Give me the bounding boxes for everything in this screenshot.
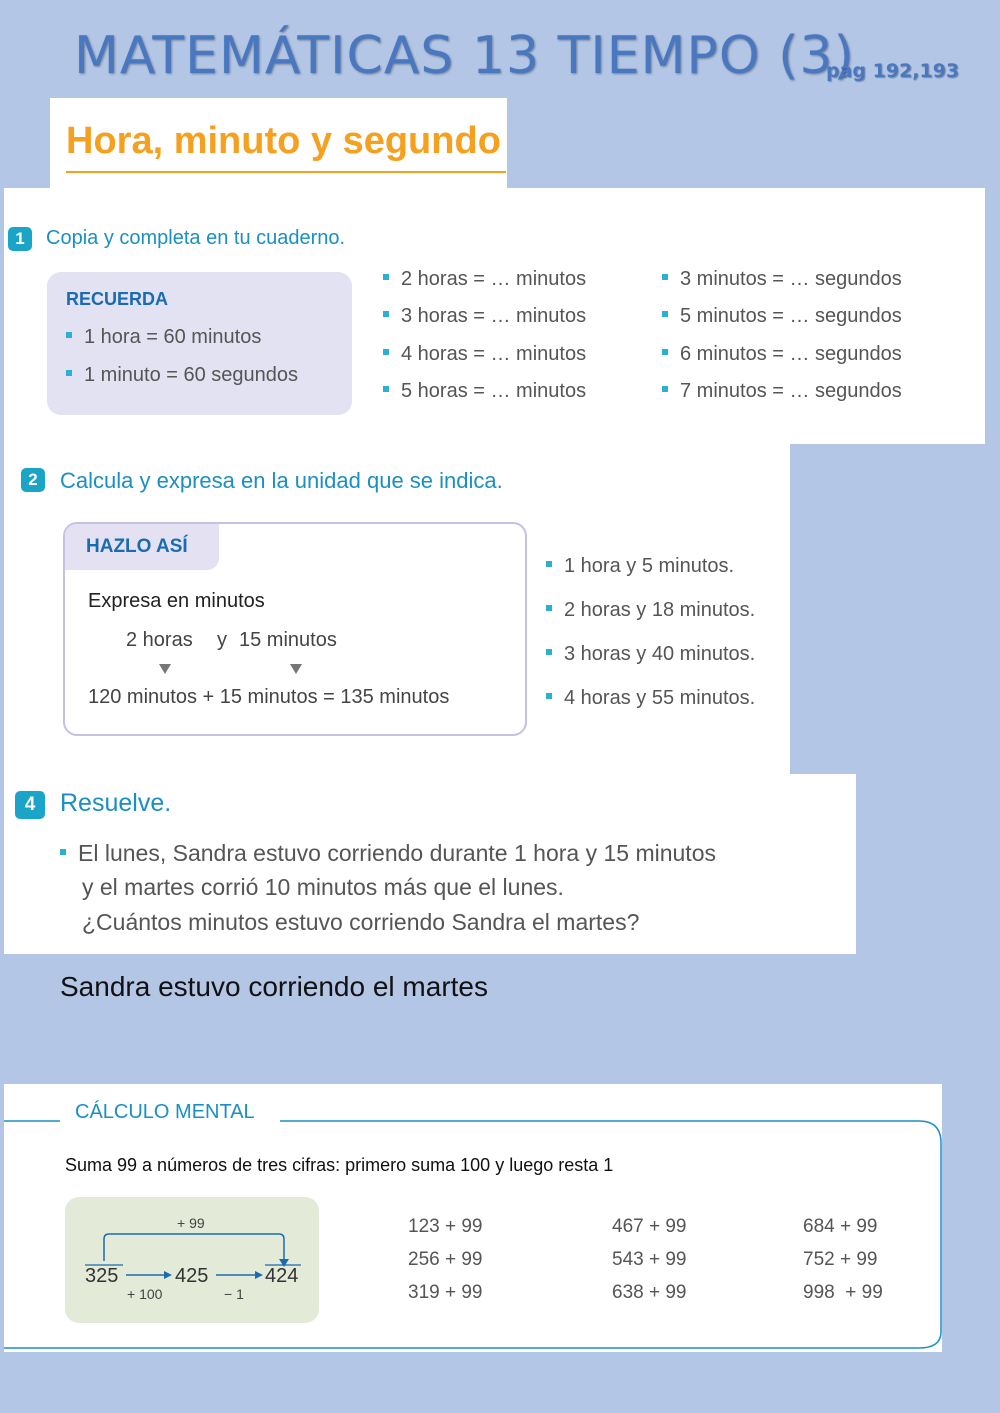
example-middle-number: 425	[175, 1265, 209, 1287]
subtitle-underline	[66, 171, 506, 173]
mental-operation: 684 + 99	[803, 1216, 878, 1237]
problem-line: ¿Cuántos minutos estuvo corriendo Sandra el martes?	[82, 909, 640, 935]
problem-line: y el martes corrió 10 minutos más que el lunes.	[82, 874, 564, 900]
exercise-1-badge: 1	[8, 227, 32, 251]
mental-operation: 752 + 99	[803, 1249, 878, 1270]
mental-operation: 256 + 99	[408, 1249, 483, 1270]
exercise-1-item: 2 horas = … minutos	[383, 268, 586, 291]
hazlo-asi-minutes: 15 minutos	[239, 629, 337, 651]
mental-operation: 319 + 99	[408, 1282, 483, 1303]
problem-line: El lunes, Sandra estuvo corriendo durante 1 hora y 15 minutos	[60, 840, 716, 867]
hazlo-asi-result: 120 minutos + 15 minutos = 135 minutos	[88, 686, 450, 708]
example-end-number: 424	[265, 1265, 299, 1287]
mental-math-title: CÁLCULO MENTAL	[75, 1101, 255, 1123]
exercise-2-item: 2 horas y 18 minutos.	[546, 599, 755, 622]
mental-operation: 638 + 99	[612, 1282, 687, 1303]
recuerda-item: 1 minuto = 60 segundos	[66, 364, 298, 387]
exercise-1-item: 6 minutos = … segundos	[662, 343, 902, 366]
section-subtitle: Hora, minuto y segundo	[66, 120, 501, 162]
example-start-number: 325	[85, 1265, 119, 1287]
mental-operation: 123 + 99	[408, 1216, 483, 1237]
example-step-add: + 100	[127, 1286, 163, 1302]
mental-math-instruction: Suma 99 a números de tres cifras: primero suma 100 y luego resta 1	[65, 1155, 614, 1175]
recuerda-title: RECUERDA	[66, 289, 169, 309]
example-step-subtract: − 1	[224, 1286, 244, 1302]
down-arrow-icon	[159, 664, 171, 674]
exercise-1-item: 7 minutos = … segundos	[662, 380, 902, 403]
exercise-1-item: 5 horas = … minutos	[383, 380, 586, 403]
mental-operation: 543 + 99	[612, 1249, 687, 1270]
exercise-1-item: 3 horas = … minutos	[383, 305, 586, 328]
mental-operation: 467 + 99	[612, 1216, 687, 1237]
hazlo-asi-subtitle: Expresa en minutos	[88, 590, 265, 612]
answer-sentence: Sandra estuvo corriendo el martes	[60, 971, 488, 1002]
exercise-2-item: 1 hora y 5 minutos.	[546, 555, 734, 578]
exercise-2-item: 3 horas y 40 minutos.	[546, 643, 755, 666]
exercise-1-item: 4 horas = … minutos	[383, 343, 586, 366]
mental-operation: 998 + 99	[803, 1282, 883, 1303]
exercise-4-heading: Resuelve.	[60, 789, 172, 817]
recuerda-item: 1 hora = 60 minutos	[66, 326, 261, 349]
exercise-2-item: 4 horas y 55 minutos.	[546, 687, 755, 710]
exercise-2-badge: 2	[21, 468, 45, 492]
hazlo-asi-title: HAZLO ASÍ	[86, 536, 188, 557]
hazlo-asi-hours: 2 horas	[126, 629, 193, 651]
down-arrow-icon	[290, 664, 302, 674]
page-title: MATEMÁTICAS 13 TIEMPO (3)	[74, 26, 855, 86]
exercise-1-heading: Copia y completa en tu cuaderno.	[46, 227, 346, 249]
exercise-1-item: 5 minutos = … segundos	[662, 305, 902, 328]
example-top-label: + 99	[177, 1215, 205, 1231]
exercise-4-badge: 4	[15, 791, 45, 819]
hazlo-asi-conjunction: y	[217, 629, 227, 651]
exercise-1-item: 3 minutos = … segundos	[662, 268, 902, 291]
exercise-2-heading: Calcula y expresa en la unidad que se indica.	[60, 468, 503, 493]
page-reference: pag 192,193	[826, 60, 960, 82]
